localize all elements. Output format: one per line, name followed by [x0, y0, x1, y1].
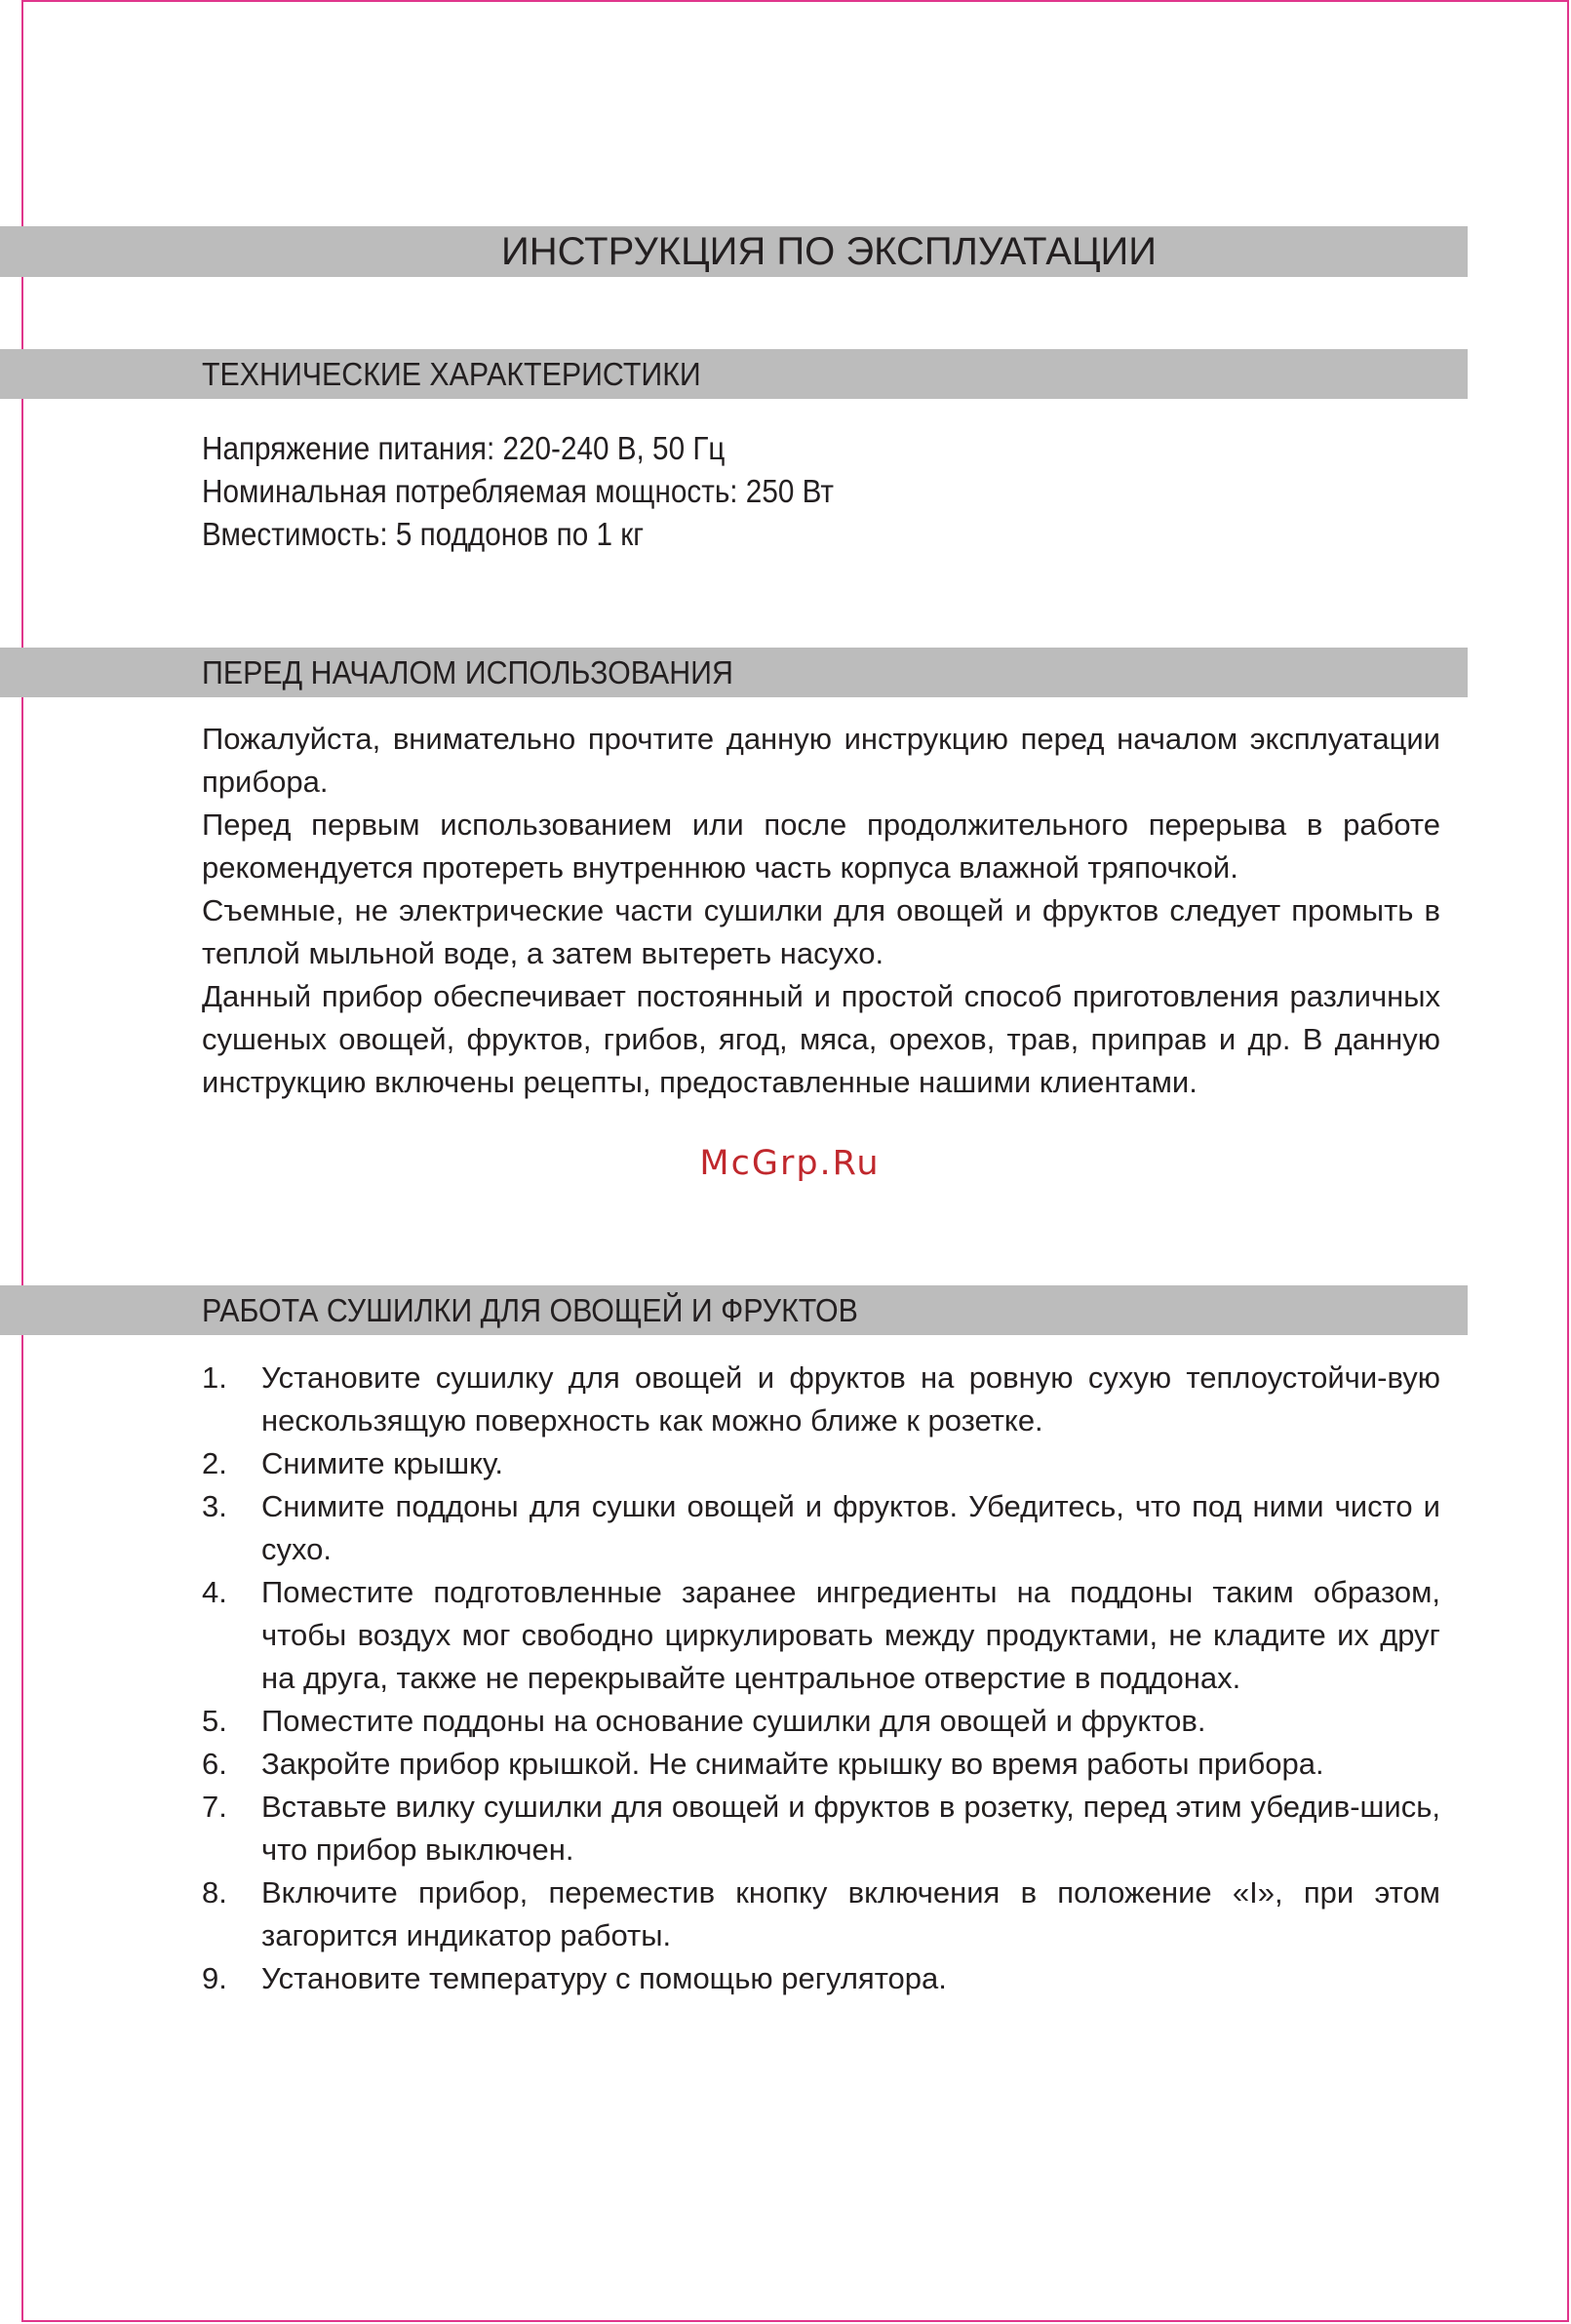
before-use-heading: ПЕРЕД НАЧАЛОМ ИСПОЛЬЗОВАНИЯ: [202, 654, 733, 690]
step-number: 2.: [202, 1446, 227, 1480]
paragraph: Данный прибор обеспечивает постоянный и простой способ приготовления различных сушеных овощей, фруктов, грибов, ягод, мяса, орехов, трав, приправ и др. В данную инструкцию включены рецепты, предоставленные нашими клиентами.: [202, 979, 1440, 1099]
step-text: Включите прибор, переместив кнопку включения в положение «I», при этом загорится индикатор работы.: [261, 1875, 1440, 1952]
step-text: Установите температуру с помощью регулятора.: [261, 1961, 947, 1995]
list-item: [202, 1786, 1440, 1871]
step-text: Поместите подготовленные заранее ингредиенты на поддоны таким образом, чтобы воздух мог свободно циркулировать между продуктами, не кладите их друг на друга, также не перекрывайте центральное отверстие в поддонах.: [261, 1575, 1440, 1695]
before-use-text: [202, 718, 1440, 1104]
step-number: 9.: [202, 1961, 227, 1995]
list-item: [202, 1571, 1440, 1700]
specs-list: [202, 427, 904, 556]
step-number: 3.: [202, 1489, 227, 1523]
step-number: 7.: [202, 1790, 227, 1824]
step-number: 6.: [202, 1747, 227, 1781]
spec-capacity: Вместимость: 5 поддонов по 1 кг: [202, 516, 645, 552]
step-text: Вставьте вилку сушилки для овощей и фруктов в розетку, перед этим убедив-шись, что прибор выключен.: [261, 1790, 1440, 1867]
step-text: Снимите поддоны для сушки овощей и фруктов. Убедитесь, что под ними чисто и сухо.: [261, 1489, 1440, 1566]
specs-heading: ТЕХНИЧЕСКИЕ ХАРАКТЕРИСТИКИ: [202, 356, 701, 392]
step-number: 4.: [202, 1575, 227, 1609]
spec-voltage: Напряжение питания: 220-240 В, 50 Гц: [202, 430, 726, 466]
step-number: 8.: [202, 1875, 227, 1910]
paragraph: Перед первым использованием или после продолжительного перерыва в работе рекомендуется протереть внутреннюю часть корпуса влажной тряпочкой.: [202, 807, 1440, 885]
step-text: Закройте прибор крышкой. Не снимайте крышку во время работы прибора.: [261, 1747, 1324, 1781]
step-number: 5.: [202, 1704, 227, 1738]
list-item: [202, 1485, 1440, 1571]
operation-heading: РАБОТА СУШИЛКИ ДЛЯ ОВОЩЕЙ И ФРУКТОВ: [202, 1292, 858, 1328]
list-item: [202, 1871, 1440, 1957]
step-text: Установите сушилку для овощей и фруктов на ровную сухую теплоустойчи-вую нескользящую поверхность как можно ближе к розетке.: [261, 1360, 1440, 1438]
list-item: [202, 1442, 1440, 1485]
paragraph: Съемные, не электрические части сушилки для овощей и фруктов следует промыть в теплой мыльной воде, а затем вытереть насухо.: [202, 893, 1440, 970]
list-item: [202, 1957, 1440, 2000]
step-text: Поместите поддоны на основание сушилки для овощей и фруктов.: [261, 1704, 1206, 1738]
spec-power: Номинальная потребляемая мощность: 250 Вт: [202, 473, 835, 509]
step-text: Снимите крышку.: [261, 1446, 504, 1480]
step-number: 1.: [202, 1360, 227, 1395]
watermark: McGrp.Ru: [699, 1144, 881, 1183]
list-item: [202, 1743, 1440, 1786]
operation-steps: [202, 1357, 1440, 2000]
list-item: [202, 1700, 1440, 1743]
page-title: ИНСТРУКЦИЯ ПО ЭКСПЛУАТАЦИИ: [500, 230, 1158, 273]
list-item: [202, 1357, 1440, 1442]
paragraph: Пожалуйста, внимательно прочтите данную инструкцию перед началом эксплуатации прибора.: [202, 722, 1440, 799]
